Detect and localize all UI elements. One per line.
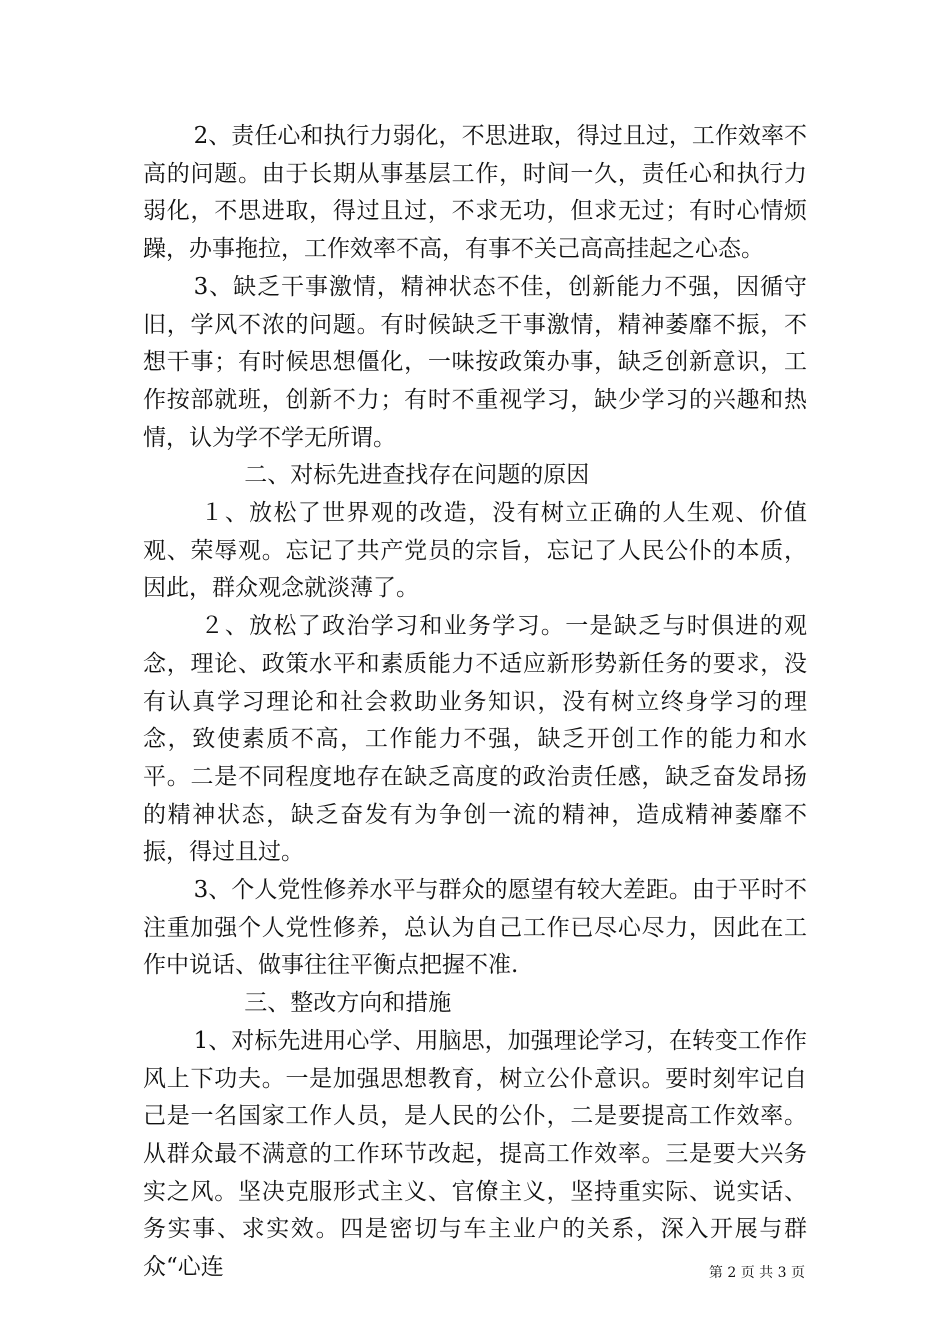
document-body <box>143 118 807 1287</box>
paragraph-party-spirit: 3、个人党性修养水平与群众的愿望有较大差距。由于平时不注重加强个人党性修养，总认为自己工作已尽心尽力，因此在工作中说话、做事往往平衡点把握不准. <box>143 877 807 979</box>
paragraph-worldview: １、放松了世界观的改造，没有树立正确的人生观、价值观、荣辱观。忘记了共产党员的宗旨，忘记了人民公仆的本质，因此，群众观念就淡薄了。 <box>143 500 807 602</box>
paragraph-lack-of-passion: 3、缺乏干事激情，精神状态不佳，创新能力不强，因循守旧，学风不浓的问题。有时候缺乏干事激情，精神萎靡不振，不想干事；有时候思想僵化，一味按政策办事，缺乏创新意识，工作按部就班，创新不力；有时不重视学习，缺少学习的兴趣和热情，认为学不学无所谓。 <box>143 273 807 451</box>
section-heading-causes: 二、对标先进查找存在问题的原因 <box>244 462 590 489</box>
paragraph-political-study: ２、放松了政治学习和业务学习。一是缺乏与时俱进的观念，理论、政策水平和素质能力不适应新形势新任务的要求，没有认真学习理论和社会救助业务知识，没有树立终身学习的理念，致使素质不高，工作能力不强，缺乏开创工作的能力和水平。二是不同程度地存在缺乏高度的政治责任感，缺乏奋发昂扬的精神状态，缺乏奋发有为争创一流的精神，造成精神萎靡不振，得过且过。 <box>143 613 807 866</box>
paragraph-theory-study: 1、对标先进用心学、用脑思，加强理论学习，在转变工作作风上下功夫。一是加强思想教育，树立公仆意识。要时刻牢记自己是一名国家工作人员，是人民的公仆，二是要提高工作效率。从群众最不满意的工作环节改起，提高工作效率。三是要大兴务实之风。坚决克服形式主义、官僚主义，坚持重实际、说实话、务实事、求实效。四是密切与车主业户的关系，深入开展与群众“心连 <box>143 1027 807 1281</box>
section-heading-rectification: 三、整改方向和措施 <box>244 990 452 1017</box>
page-number-footer: 第 2 页 共 3 页 <box>708 1265 805 1281</box>
paragraph-responsibility: 2、责任心和执行力弱化，不思进取，得过且过，工作效率不高的问题。由于长期从事基层工作，时间一久，责任心和执行力弱化，不思进取，得过且过，不求无功，但求无过；有时心情烦躁，办事拖拉，工作效率不高，有事不关己高高挂起之心态。 <box>143 123 807 263</box>
